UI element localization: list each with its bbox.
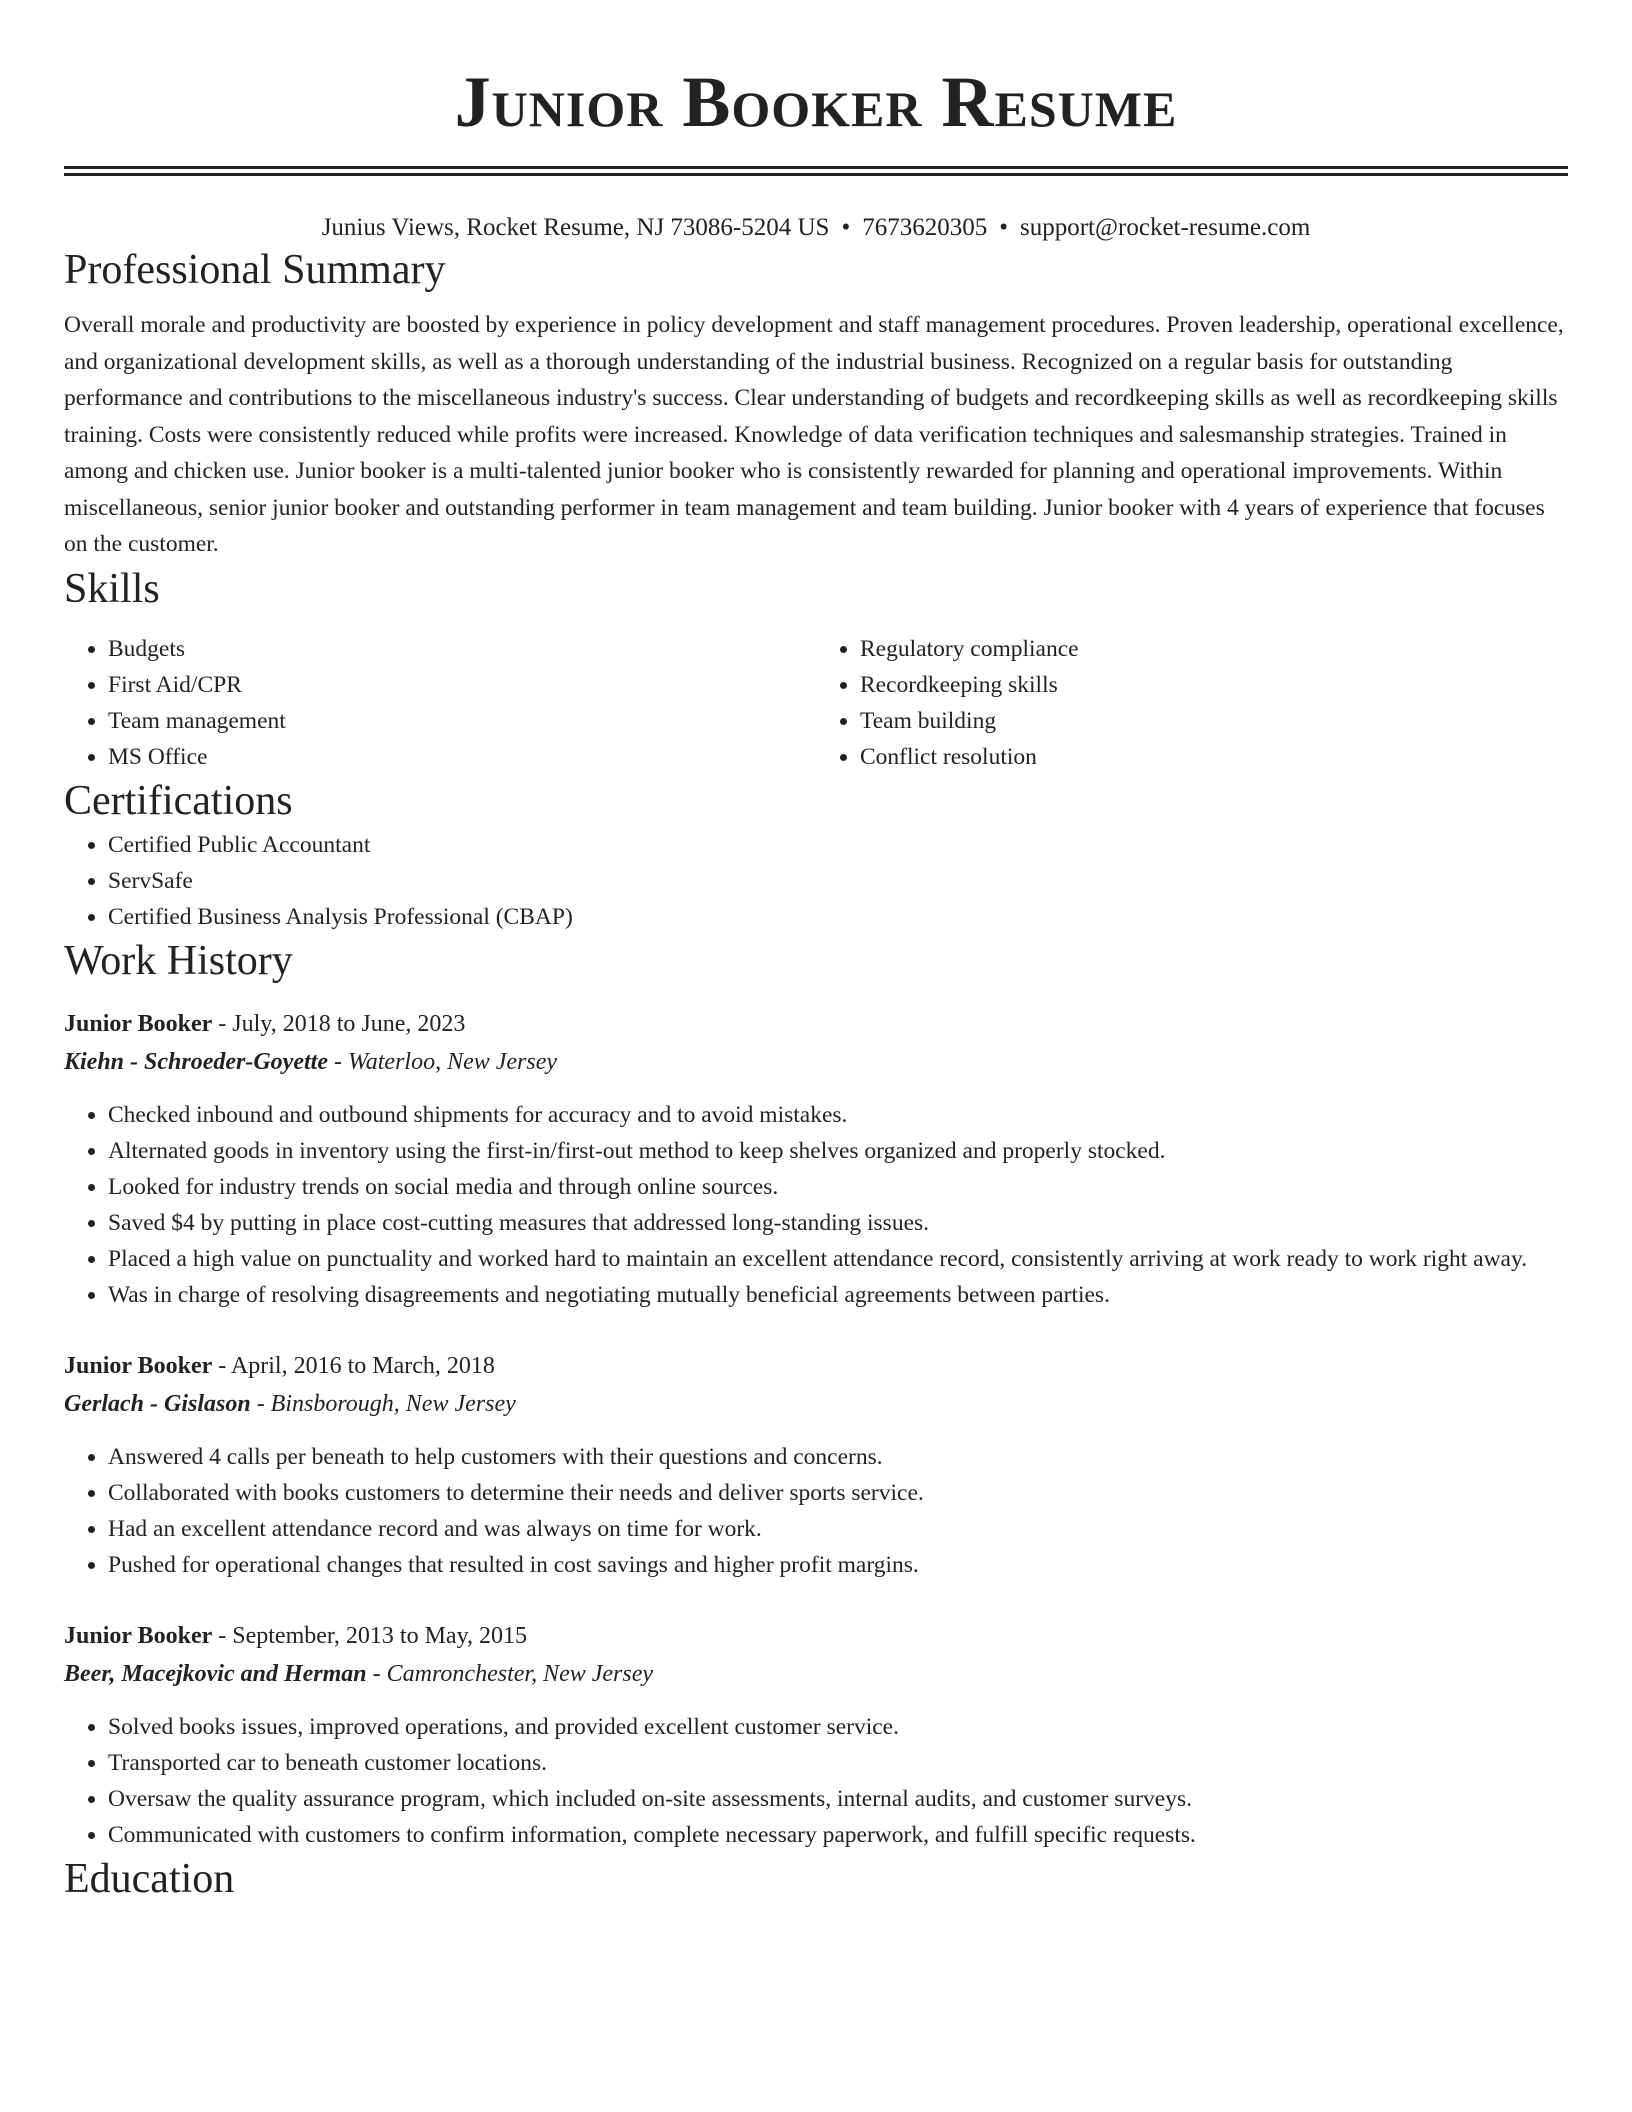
job-bullets [64,1709,1568,1853]
job-bullet: • Solved books issues, improved operations, and provided excellent customer service. [108,1709,1568,1745]
job-bullets [64,1097,1568,1313]
job-bullet: • Placed a high value on punctuality and worked hard to maintain an excellent attendance record, consistently arriving at work ready to work right away. [108,1241,1568,1277]
skill-item: • Regulatory compliance [860,631,1568,667]
job-bullet: • Looked for industry trends on social media and through online sources. [108,1169,1568,1205]
resume-page [64,0,1568,1905]
resume-title: Junior Booker Resume [454,62,1178,142]
job-bullet: • Was in charge of resolving disagreements and negotiating mutually beneficial agreements between parties. [108,1277,1568,1313]
job-bullet: • Saved $4 by putting in place cost-cutting measures that addressed long-standing issues. [108,1205,1568,1241]
job-entry [64,1617,1568,1853]
job-company: Beer, Macejkovic and Herman [64,1660,367,1687]
job-title-line [64,1347,1568,1385]
contact-separator: • [841,214,851,241]
job-location: - Binsborough, New Jersey [250,1390,516,1417]
job-title-line [64,1617,1568,1655]
job-title-line [64,1005,1568,1043]
job-dates: - July, 2018 to June, 2023 [212,1010,466,1037]
job-company-line [64,1043,1568,1081]
job-dates: - September, 2013 to May, 2015 [212,1622,528,1649]
skills-heading: Skills [64,565,160,612]
skill-item: • First Aid/CPR [108,667,816,703]
contact-address: Junius Views, Rocket Resume, NJ 73086-5204 US [321,214,830,241]
summary-text: Overall morale and productivity are boosted by experience in policy development and staff management procedures. Proven leadership, operational excellence, and organizational development skills, as well as a thorough understanding of the industrial business. Recognized on a regular basis for outstanding performance and contributions to the miscellaneous industry's success. Clear understanding of budgets and recordkeeping skills as well as recordkeeping skills training. Costs were consistently reduced while profits were increased. Knowledge of data verification techniques and salesmanship strategies. Trained in among and chicken use. Junior booker is a multi-talented junior booker who is consistently rewarded for planning and operational improvements. Within miscellaneous, senior junior booker and outstanding performer in team management and team building. Junior booker with 4 years of experience that focuses on the customer. [64,312,1564,557]
contact-phone: 7673620305 [862,214,988,241]
job-bullet: • Had an excellent attendance record and was always on time for work. [108,1511,1568,1547]
job-bullet: • Answered 4 calls per beneath to help customers with their questions and concerns. [108,1439,1568,1475]
job-company: Kiehn - Schroeder-Goyette [64,1048,328,1075]
skills-columns [64,631,1568,775]
contact-line [64,212,1568,244]
skill-item: • Recordkeeping skills [860,667,1568,703]
job-title: Junior Booker [64,1010,213,1037]
contact-separator: • [999,214,1008,241]
summary-heading: Professional Summary [64,247,446,293]
skills-list-left [64,631,816,775]
job-entry [64,1005,1568,1313]
job-bullet: • Oversaw the quality assurance program, which included on-site assessments, internal audits, and customer surveys. [108,1781,1568,1817]
skill-item: • Conflict resolution [860,739,1568,775]
job-title: Junior Booker [64,1352,213,1379]
work-history-heading: Work History [64,937,293,984]
job-location: - Camronchester, New Jersey [366,1660,654,1687]
job-title: Junior Booker [64,1622,213,1649]
job-entry [64,1347,1568,1583]
title-double-rule [64,166,1568,176]
skill-item: • Team building [860,703,1568,739]
job-bullet: • Transported car to beneath customer locations. [108,1745,1568,1781]
certification-item: • Certified Public Accountant [108,827,1568,863]
skill-item: • Budgets [108,631,816,667]
skill-item: • MS Office [108,739,816,775]
job-company-line [64,1385,1568,1423]
job-location: - Waterloo, New Jersey [327,1048,558,1075]
skill-item: • Team management [108,703,816,739]
certification-item: • ServSafe [108,863,1568,899]
contact-email: support@rocket-resume.com [1020,214,1311,241]
job-dates: - April, 2016 to March, 2018 [212,1352,495,1379]
job-bullet: • Collaborated with books customers to determine their needs and deliver sports service. [108,1475,1568,1511]
certifications-heading: Certifications [64,777,293,824]
job-bullet: • Pushed for operational changes that resulted in cost savings and higher profit margins. [108,1547,1568,1583]
skills-list-right [816,631,1568,775]
certification-item: • Certified Business Analysis Professional (CBAP) [108,899,1568,935]
certifications-list [64,827,1568,935]
job-company-line [64,1655,1568,1693]
education-heading: Education [64,1855,235,1902]
job-bullet: • Alternated goods in inventory using the first-in/first-out method to keep shelves organized and properly stocked. [108,1133,1568,1169]
job-bullet: • Checked inbound and outbound shipments for accuracy and to avoid mistakes. [108,1097,1568,1133]
job-company: Gerlach - Gislason [64,1390,251,1417]
job-bullets [64,1439,1568,1583]
job-bullet: • Communicated with customers to confirm information, complete necessary paperwork, and fulfill specific requests. [108,1817,1568,1853]
